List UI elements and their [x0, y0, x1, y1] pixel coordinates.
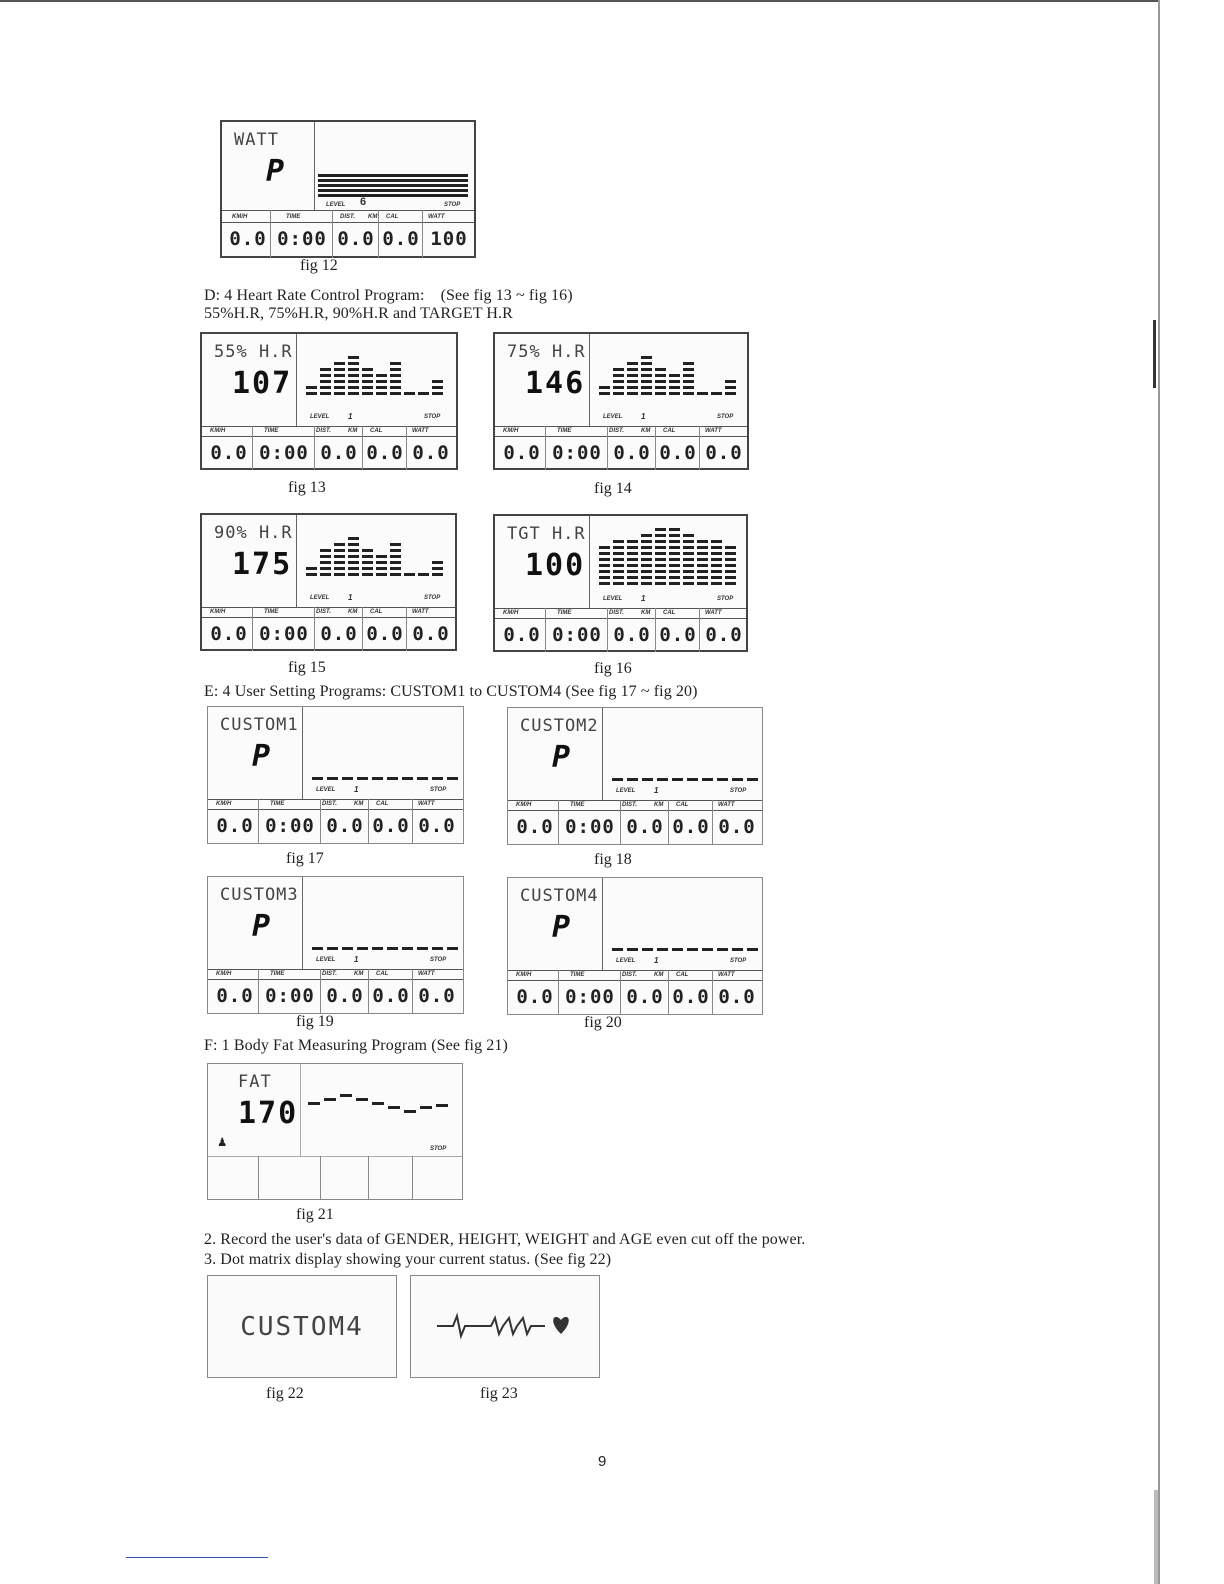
calories-value: 0.0 [659, 442, 697, 464]
lcd-big-value: P [266, 154, 287, 189]
level-label: LEVEL [310, 414, 330, 420]
km-label: KM [354, 801, 364, 807]
dot-matrix-fig22 [207, 1275, 397, 1378]
cal-label: CAL [663, 610, 676, 616]
speed-value: 0.0 [210, 442, 248, 464]
level-label: LEVEL [316, 957, 336, 963]
profile-bars [312, 717, 458, 783]
stop-label: STOP [730, 958, 747, 964]
time-label: TIME [570, 802, 585, 808]
km-label: KM [654, 802, 664, 808]
lcd-title: CUSTOM3 [220, 885, 299, 905]
watt-value: 0.0 [705, 442, 743, 464]
time-value: 0:00 [265, 985, 315, 1007]
dist-label: DIST. [322, 801, 337, 807]
watt-label: WATT [418, 801, 435, 807]
lcd-title: FAT [238, 1072, 272, 1092]
level-value: 1 [641, 412, 646, 421]
fat-value: 170 [238, 1096, 299, 1131]
stop-label: STOP [424, 414, 441, 420]
time-value: 0:00 [259, 442, 309, 464]
lcd-big-value: 100 [525, 548, 586, 583]
profile-bars [318, 174, 468, 200]
dist-label: DIST. [316, 609, 331, 615]
lcd-fig13 [200, 332, 458, 470]
time-value: 0:00 [565, 816, 615, 838]
cal-label: CAL [376, 971, 389, 977]
calories-value: 0.0 [366, 442, 404, 464]
watt-label: WATT [718, 802, 735, 808]
speed-value: 0.0 [229, 228, 267, 250]
calories-value: 0.0 [372, 985, 410, 1007]
kmh-label: KM/H [216, 971, 232, 977]
watt-label: WATT [428, 214, 445, 220]
speed-value: 0.0 [516, 986, 554, 1008]
dot-matrix-text: CUSTOM4 [240, 1312, 364, 1342]
calories-value: 0.0 [372, 815, 410, 837]
lcd-title: CUSTOM2 [520, 716, 599, 736]
profile-bars [612, 718, 758, 784]
calories-value: 0.0 [672, 816, 710, 838]
section-f-heading: F: 1 Body Fat Measuring Program (See fig 21) [204, 1037, 508, 1054]
distance-value: 0.0 [326, 985, 364, 1007]
level-label: LEVEL [326, 202, 346, 208]
time-value: 0:00 [565, 986, 615, 1008]
level-value: 1 [641, 594, 646, 603]
speed-value: 0.0 [210, 623, 248, 645]
note-3: 3. Dot matrix display showing your current status. (See fig 22) [204, 1251, 612, 1268]
fig15-caption: fig 15 [288, 659, 326, 676]
person-icon: ♟ [218, 1134, 227, 1150]
heartbeat-icon [435, 1310, 585, 1340]
km-label: KM [641, 610, 651, 616]
level-label: LEVEL [616, 958, 636, 964]
right-edge-mark [1153, 320, 1156, 388]
distance-value: 0.0 [613, 624, 651, 646]
stop-label: STOP [424, 595, 441, 601]
lcd-fig20 [507, 877, 763, 1015]
stop-label: STOP [430, 787, 447, 793]
level-value: 1 [348, 412, 353, 421]
watt-value: 0.0 [412, 442, 450, 464]
calories-value: 0.0 [659, 624, 697, 646]
km-label: KM [354, 971, 364, 977]
speed-value: 0.0 [503, 624, 541, 646]
profile-bars [312, 887, 458, 953]
footnote-rule [126, 1557, 268, 1558]
cal-label: CAL [676, 972, 689, 978]
km-label: KM [654, 972, 664, 978]
profile-bars [306, 344, 452, 410]
time-value: 0:00 [552, 442, 602, 464]
lcd-fig16 [493, 514, 748, 652]
cal-label: CAL [370, 609, 383, 615]
profile-bars [599, 344, 745, 410]
fat-dash-graph [304, 1090, 460, 1120]
watt-label: WATT [705, 610, 722, 616]
lcd-title: 90% H.R [214, 523, 293, 543]
lcd-title: TGT H.R [507, 524, 586, 544]
km-label: KM [348, 609, 358, 615]
watt-value: 0.0 [718, 986, 756, 1008]
dist-label: DIST. [316, 428, 331, 434]
watt-label: WATT [412, 609, 429, 615]
speed-value: 0.0 [503, 442, 541, 464]
kmh-label: KM/H [216, 801, 232, 807]
cal-label: CAL [663, 428, 676, 434]
cal-label: CAL [370, 428, 383, 434]
note-2: 2. Record the user's data of GENDER, HEIGHT, WEIGHT and AGE even cut off the power. [204, 1231, 806, 1248]
level-label: LEVEL [316, 787, 336, 793]
kmh-label: KM/H [232, 214, 248, 220]
watt-value: 0.0 [418, 815, 456, 837]
speed-value: 0.0 [216, 815, 254, 837]
stop-label: STOP [717, 596, 734, 602]
fig21-caption: fig 21 [296, 1206, 334, 1223]
cal-label: CAL [386, 214, 399, 220]
section-d-sub: 55%H.R, 75%H.R, 90%H.R and TARGET H.R [204, 305, 513, 322]
distance-value: 0.0 [326, 815, 364, 837]
watt-value: 100 [430, 228, 468, 250]
time-value: 0:00 [265, 815, 315, 837]
fig19-caption: fig 19 [296, 1013, 334, 1030]
right-edge [1158, 0, 1160, 1584]
level-label: LEVEL [603, 596, 623, 602]
watt-value: 0.0 [412, 623, 450, 645]
lcd-big-value: 107 [232, 366, 293, 401]
fig18-caption: fig 18 [594, 851, 632, 868]
level-label: LEVEL [310, 595, 330, 601]
section-d-heading: D: 4 Heart Rate Control Program: (See fig 13 ~ fig 16) [204, 287, 573, 304]
fig22-caption: fig 22 [266, 1385, 304, 1402]
calories-value: 0.0 [382, 228, 420, 250]
calories-value: 0.0 [672, 986, 710, 1008]
page-number: 9 [598, 1453, 607, 1470]
lcd-title: WATT [234, 130, 279, 150]
fig17-caption: fig 17 [286, 850, 324, 867]
stop-label: STOP [430, 1146, 447, 1152]
lcd-fig21 [207, 1063, 463, 1200]
section-e-heading: E: 4 User Setting Programs: CUSTOM1 to CUSTOM4 (See fig 17 ~ fig 20) [204, 683, 698, 700]
dist-label: DIST. [622, 972, 637, 978]
km-label: KM [641, 428, 651, 434]
lcd-big-value: P [252, 909, 273, 944]
fig13-caption: fig 13 [288, 479, 326, 496]
cal-label: CAL [376, 801, 389, 807]
watt-value: 0.0 [718, 816, 756, 838]
kmh-label: KM/H [516, 972, 532, 978]
level-label: LEVEL [616, 788, 636, 794]
time-label: TIME [557, 610, 572, 616]
lcd-big-value: 175 [232, 547, 293, 582]
distance-value: 0.0 [320, 442, 358, 464]
lcd-big-value: P [252, 739, 273, 774]
lcd-big-value: 146 [525, 366, 586, 401]
stop-label: STOP [444, 202, 461, 208]
lcd-fig15 [200, 513, 457, 651]
lcd-big-value: P [552, 910, 573, 945]
distance-value: 0.0 [626, 816, 664, 838]
time-value: 0:00 [552, 624, 602, 646]
level-label: LEVEL [603, 414, 623, 420]
lcd-fig14 [493, 332, 749, 470]
kmh-label: KM/H [503, 428, 519, 434]
time-label: TIME [557, 428, 572, 434]
time-label: TIME [270, 971, 285, 977]
stop-label: STOP [717, 414, 734, 420]
fig16-caption: fig 16 [594, 660, 632, 677]
speed-value: 0.0 [216, 985, 254, 1007]
dist-label: DIST. [622, 802, 637, 808]
distance-value: 0.0 [337, 228, 375, 250]
level-value: 1 [654, 956, 659, 965]
speed-value: 0.0 [516, 816, 554, 838]
profile-bars [612, 888, 758, 954]
time-label: TIME [264, 609, 279, 615]
lcd-fig19 [207, 876, 464, 1014]
dist-label: DIST. [322, 971, 337, 977]
lcd-title: 75% H.R [507, 342, 586, 362]
dot-matrix-fig23 [410, 1275, 600, 1378]
lcd-big-value: P [552, 740, 573, 775]
profile-bars [306, 525, 452, 591]
time-label: TIME [270, 801, 285, 807]
level-value: 6 [360, 196, 367, 208]
distance-value: 0.0 [626, 986, 664, 1008]
dist-label: DIST. [340, 214, 355, 220]
time-label: TIME [264, 428, 279, 434]
profile-bars [599, 526, 745, 592]
kmh-label: KM/H [503, 610, 519, 616]
kmh-label: KM/H [516, 802, 532, 808]
watt-value: 0.0 [705, 624, 743, 646]
fig14-caption: fig 14 [594, 480, 632, 497]
watt-label: WATT [718, 972, 735, 978]
dist-label: DIST. [609, 428, 624, 434]
top-rule [0, 0, 1160, 2]
lcd-fig17 [207, 706, 464, 844]
lcd-fig12 [220, 120, 476, 258]
stop-label: STOP [430, 957, 447, 963]
time-value: 0:00 [259, 623, 309, 645]
watt-label: WATT [418, 971, 435, 977]
distance-value: 0.0 [613, 442, 651, 464]
time-label: TIME [570, 972, 585, 978]
dist-label: DIST. [609, 610, 624, 616]
lcd-title: 55% H.R [214, 342, 293, 362]
kmh-label: KM/H [210, 609, 226, 615]
time-label: TIME [286, 214, 301, 220]
watt-label: WATT [412, 428, 429, 434]
fig23-caption: fig 23 [480, 1385, 518, 1402]
distance-value: 0.0 [320, 623, 358, 645]
lcd-title: CUSTOM1 [220, 715, 299, 735]
calories-value: 0.0 [366, 623, 404, 645]
fig12-caption: fig 12 [300, 257, 338, 274]
km-label: KM [348, 428, 358, 434]
lcd-fig18 [507, 707, 763, 845]
lcd-title: CUSTOM4 [520, 886, 599, 906]
time-value: 0:00 [277, 228, 327, 250]
watt-value: 0.0 [418, 985, 456, 1007]
cal-label: CAL [676, 802, 689, 808]
level-value: 1 [348, 593, 353, 602]
stop-label: STOP [730, 788, 747, 794]
kmh-label: KM/H [210, 428, 226, 434]
km-label: KM [368, 214, 378, 220]
fig20-caption: fig 20 [584, 1014, 622, 1031]
level-value: 1 [654, 786, 659, 795]
level-value: 1 [354, 955, 359, 964]
watt-label: WATT [705, 428, 722, 434]
level-value: 1 [354, 785, 359, 794]
right-edge-shadow [1154, 1490, 1158, 1584]
